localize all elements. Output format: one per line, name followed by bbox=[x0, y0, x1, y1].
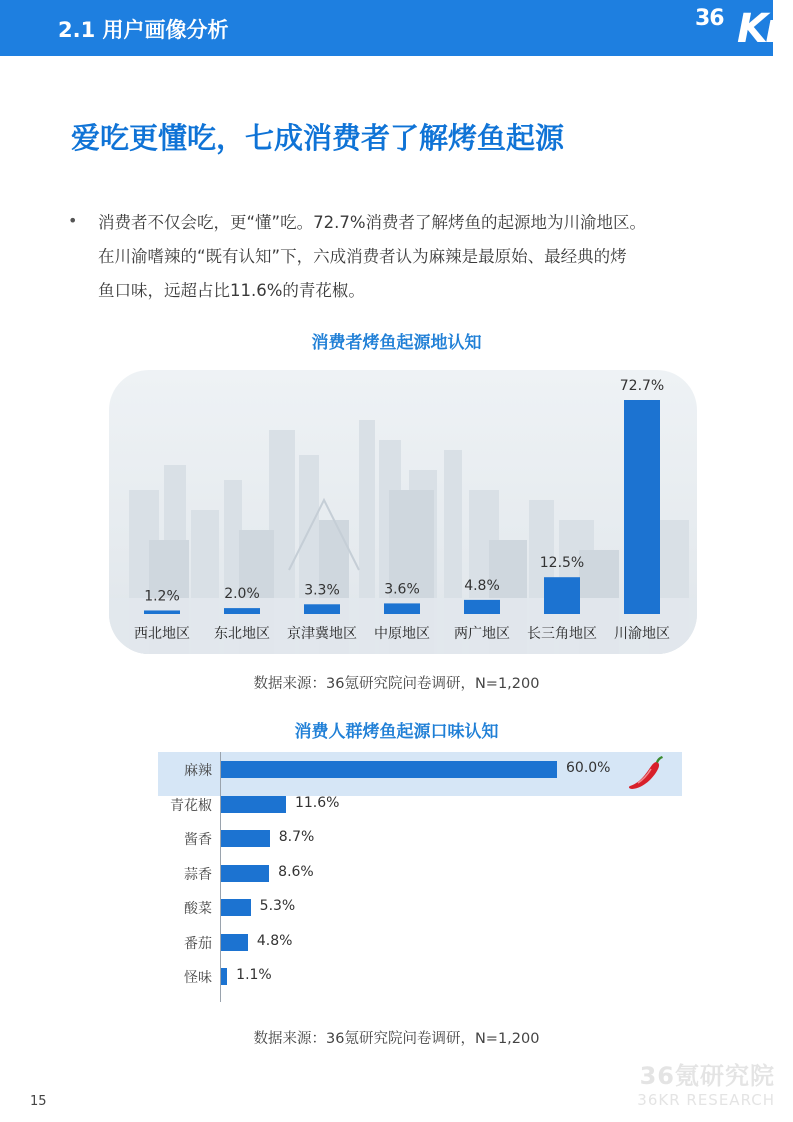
category-label: 怪味 bbox=[184, 970, 212, 986]
data-label: 72.7% bbox=[619, 378, 665, 394]
data-label: 8.7% bbox=[278, 829, 315, 845]
bullet-line: 在川渝嗜辣的“既有认知”下，六成消费者认为麻辣是最原始、最经典的烤 bbox=[98, 247, 627, 266]
bar-川渝地区 bbox=[624, 400, 660, 614]
brand-logo-number: 36 bbox=[695, 6, 724, 31]
bar-怪味 bbox=[221, 968, 227, 985]
bar-蒜香 bbox=[221, 865, 269, 882]
data-label: 12.5% bbox=[539, 555, 585, 572]
data-label: 4.8% bbox=[464, 577, 500, 594]
data-label: 11.6% bbox=[294, 794, 340, 811]
category-label: 麻辣 bbox=[184, 763, 212, 779]
bar-酱香 bbox=[221, 830, 270, 847]
bar-东北地区 bbox=[224, 608, 260, 614]
bullet-line: 消费者不仅会吃，更“懂”吃。72.7%消费者了解烤鱼的起源地为川渝地区。 bbox=[98, 213, 647, 232]
data-label: 8.6% bbox=[278, 863, 314, 880]
bar-两广地区 bbox=[464, 600, 500, 614]
category-label: 青花椒 bbox=[170, 797, 212, 814]
bar-中原地区 bbox=[384, 603, 420, 614]
data-label: 3.3% bbox=[304, 582, 340, 599]
watermark-line2: 36KR RESEARCH bbox=[637, 1091, 775, 1109]
page-title: 爱吃更懂吃，七成消费者了解烤鱼起源 bbox=[71, 121, 565, 155]
bar-西北地区 bbox=[144, 610, 180, 614]
data-label: 2.0% bbox=[224, 586, 260, 603]
page-number: 15 bbox=[30, 1094, 47, 1109]
chart2-source: 数据来源：36氪研究院问卷调研，N=1,200 bbox=[253, 1031, 540, 1047]
bar-番茄 bbox=[221, 934, 248, 951]
brand-logo-letters: Kr bbox=[737, 6, 782, 52]
chili-pepper-icon bbox=[626, 755, 668, 795]
category-label: 西北地区 bbox=[134, 626, 190, 642]
data-label: 4.8% bbox=[256, 932, 293, 949]
bar-酸菜 bbox=[221, 899, 251, 916]
data-label: 5.3% bbox=[259, 898, 296, 914]
bullet-line: 鱼口味，远超占比11.6%的青花椒。 bbox=[98, 281, 365, 300]
bar-麻辣 bbox=[221, 761, 557, 778]
bullet-marker: • bbox=[68, 211, 78, 230]
data-label: 60.0% bbox=[566, 760, 611, 776]
category-label: 酱香 bbox=[184, 832, 212, 848]
bar-京津冀地区 bbox=[304, 604, 340, 614]
category-label: 酸菜 bbox=[184, 901, 212, 917]
chart1-title: 消费者烤鱼起源地认知 bbox=[311, 333, 482, 353]
category-label: 中原地区 bbox=[374, 626, 430, 642]
category-label: 番茄 bbox=[184, 935, 212, 952]
category-label: 两广地区 bbox=[454, 626, 510, 642]
category-label: 京津冀地区 bbox=[287, 626, 357, 642]
bar-青花椒 bbox=[221, 796, 286, 813]
data-label: 3.6% bbox=[384, 581, 420, 598]
category-label: 川渝地区 bbox=[614, 626, 670, 642]
chart2-title: 消费人群烤鱼起源口味认知 bbox=[294, 722, 499, 742]
data-label: 1.2% bbox=[144, 588, 180, 605]
category-label: 东北地区 bbox=[214, 626, 270, 642]
watermark bbox=[637, 1056, 775, 1109]
chart1-source: 数据来源：36氪研究院问卷调研，N=1,200 bbox=[253, 676, 540, 692]
category-label: 蒜香 bbox=[184, 866, 212, 883]
section-title: 2.1 用户画像分析 bbox=[58, 18, 229, 42]
watermark-line1: 36氪研究院 bbox=[639, 1062, 775, 1090]
data-label: 1.1% bbox=[236, 967, 272, 983]
category-label: 长三角地区 bbox=[527, 626, 597, 642]
bar-长三角地区 bbox=[544, 577, 580, 614]
